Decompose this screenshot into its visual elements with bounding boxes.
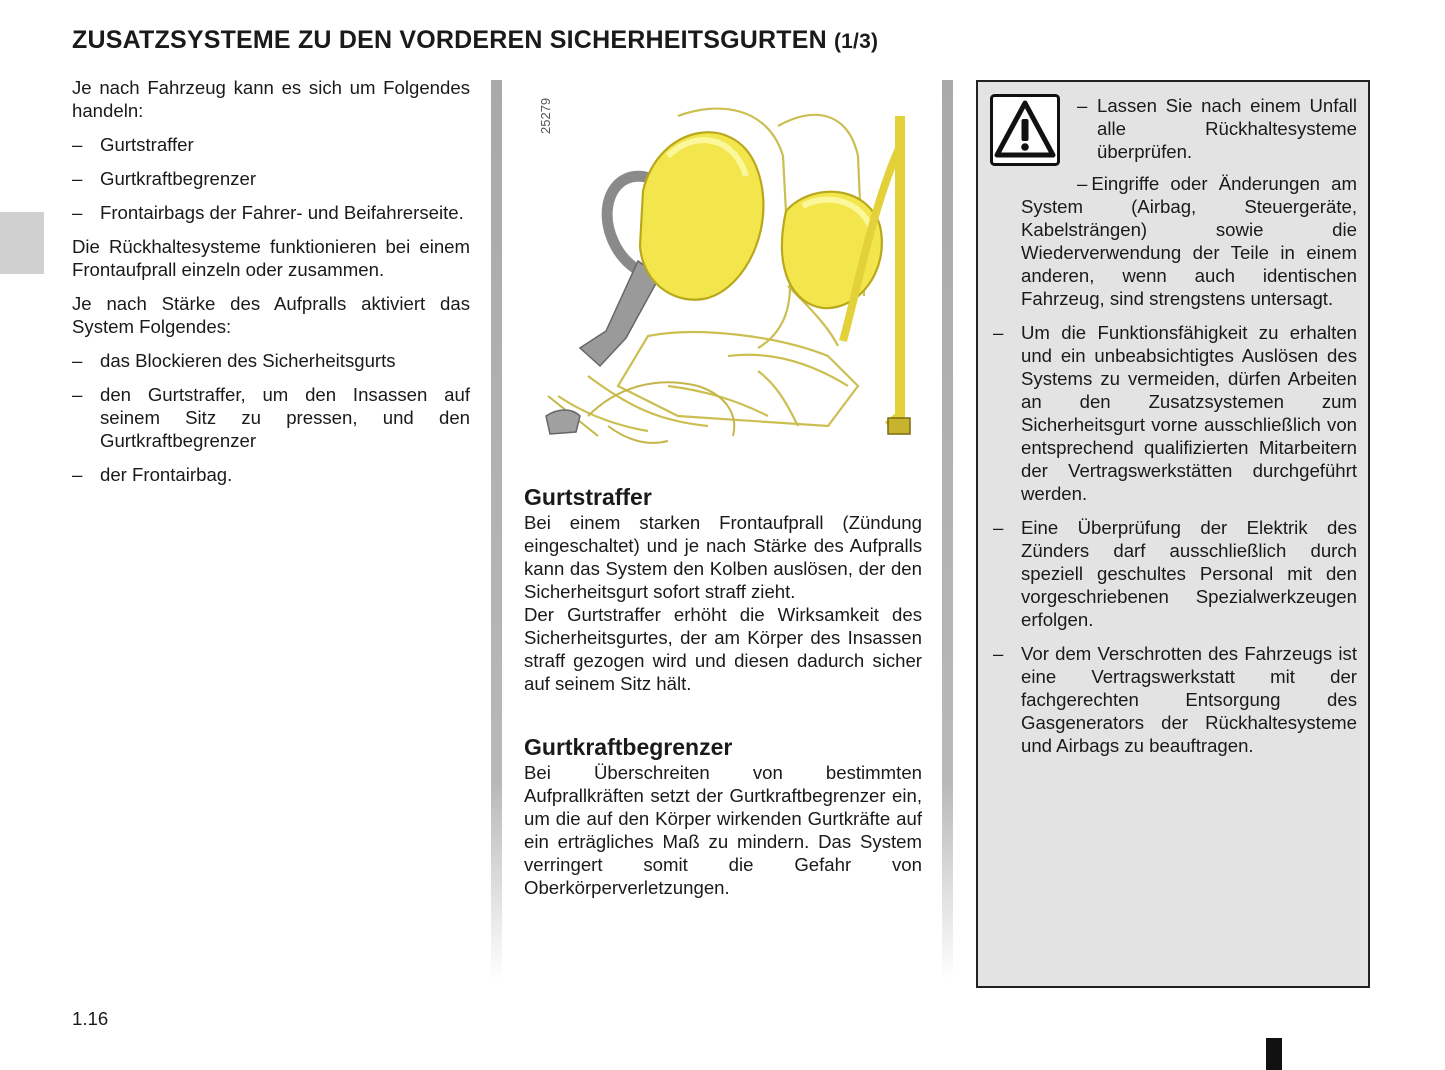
warning-item: – Um die Funktionsfähigkeit zu erhalten und ein unbeabsichtigtes Auslösen des Systems zu vermeiden, dürfen Arbeiten an den Zusatzsystemen zum Sicherheitsgurt vorne ausschließlich von entsprechend qualifizierten Mitarbeitern der Vertragswerkstätten durchgeführt werden. — [993, 321, 1357, 505]
page-number: 1.16 — [72, 1008, 109, 1029]
list-item: – den Gurtstraffer, um den Insassen auf seinem Sitz zu pressen, und den Gurtkraftbegrenzer — [72, 383, 470, 452]
list-item: – Gurtstraffer — [72, 133, 470, 156]
steering-column — [580, 261, 660, 366]
warning-box — [976, 80, 1370, 988]
section-heading-gurtstraffer: Gurtstraffer — [524, 484, 652, 510]
pedal — [546, 410, 580, 434]
gurtstraffer-paragraph-1: Bei einem starken Frontaufprall (Zündung eingeschaltet) und je nach Stärke des Aufpralls kann das System den Kolben auslösen, der den Sicherheitsgurt sofort straff zieht. — [524, 512, 922, 602]
warning-item — [1077, 94, 1357, 163]
warning-item — [1021, 172, 1357, 310]
restraint-paragraph: Die Rückhaltesysteme funktionieren bei einem Frontaufprall einzeln oder zusammen. — [72, 236, 470, 280]
figure-ref-number: 25279 — [538, 97, 553, 134]
airbag-illustration-svg — [528, 86, 922, 456]
activation-list — [72, 349, 470, 486]
systems-list — [72, 133, 470, 224]
gurtstraffer-paragraph-2: Der Gurtstraffer erhöht die Wirksamkeit des Sicherheitsgurtes, der am Körper des Insassen straff gezogen wird und diesen dadurch sicher auf seinem Sitz hält. — [524, 604, 922, 694]
list-item: – Frontairbags der Fahrer- und Beifahrerseite. — [72, 201, 470, 224]
column-divider-left — [491, 80, 502, 980]
title-page-indicator: (1/3) — [833, 30, 879, 53]
airbag-illustration — [528, 86, 922, 456]
middle-column — [524, 484, 922, 899]
warning-dash: – — [1077, 173, 1088, 194]
column-divider-right — [942, 80, 953, 980]
page-edge-marker — [1266, 1038, 1282, 1070]
warning-item: – Vor dem Verschrotten des Fahrzeugs ist eine Vertragswerkstatt mit der fachgerechten Entsorgung des Gasgenerators der Rückhaltesysteme und Airbags zu beauftragen. — [993, 642, 1357, 757]
warning-item-text: Eingriffe oder Änderungen am System (Airbag, Steuergeräte, Kabelsträngen) sowie die Wiederverwendung der Teile in einem anderen, wenn auch identischen Fahrzeug, sind strengstens untersagt. — [1021, 173, 1357, 309]
driver-airbag — [640, 132, 763, 299]
section-tab-marker — [0, 212, 44, 274]
page-title — [72, 26, 878, 55]
list-item: – das Blockieren des Sicherheitsgurts — [72, 349, 470, 372]
title-text: ZUSATZSYSTEME ZU DEN VORDEREN SICHERHEITSGURTEN — [72, 26, 827, 54]
warning-item-text: Lassen Sie nach einem Unfall alle Rückhaltesysteme überprüfen. — [1097, 95, 1357, 162]
section-heading-gurtkraftbegrenzer: Gurtkraftbegrenzer — [524, 734, 733, 760]
warning-dash: – — [1077, 95, 1088, 116]
list-item: – der Frontairbag. — [72, 463, 470, 486]
list-item: – Gurtkraftbegrenzer — [72, 167, 470, 190]
left-column — [72, 76, 470, 497]
impact-paragraph: Je nach Stärke des Aufpralls aktiviert das System Folgendes: — [72, 293, 470, 337]
warning-dash-list — [993, 321, 1357, 757]
warning-item: – Eine Überprüfung der Elektrik des Zünders darf ausschließlich durch speziell geschultes Personal mit den vorgeschriebenen Spezialwerkzeugen erfolgen. — [993, 516, 1357, 631]
gurtkraftbegrenzer-paragraph: Bei Überschreiten von bestimmten Aufprallkräften setzt der Gurtkraftbegrenzer ein, um die auf den Körper wirkenden Gurtkräfte auf ein erträgliches Maß zu mindern. Das System verringert somit die Gefahr von Oberkörperverletzungen. — [524, 762, 922, 898]
intro-paragraph: Je nach Fahrzeug kann es sich um Folgendes handeln: — [72, 77, 470, 121]
belt-anchor — [888, 418, 910, 434]
warning-list — [993, 94, 1357, 768]
